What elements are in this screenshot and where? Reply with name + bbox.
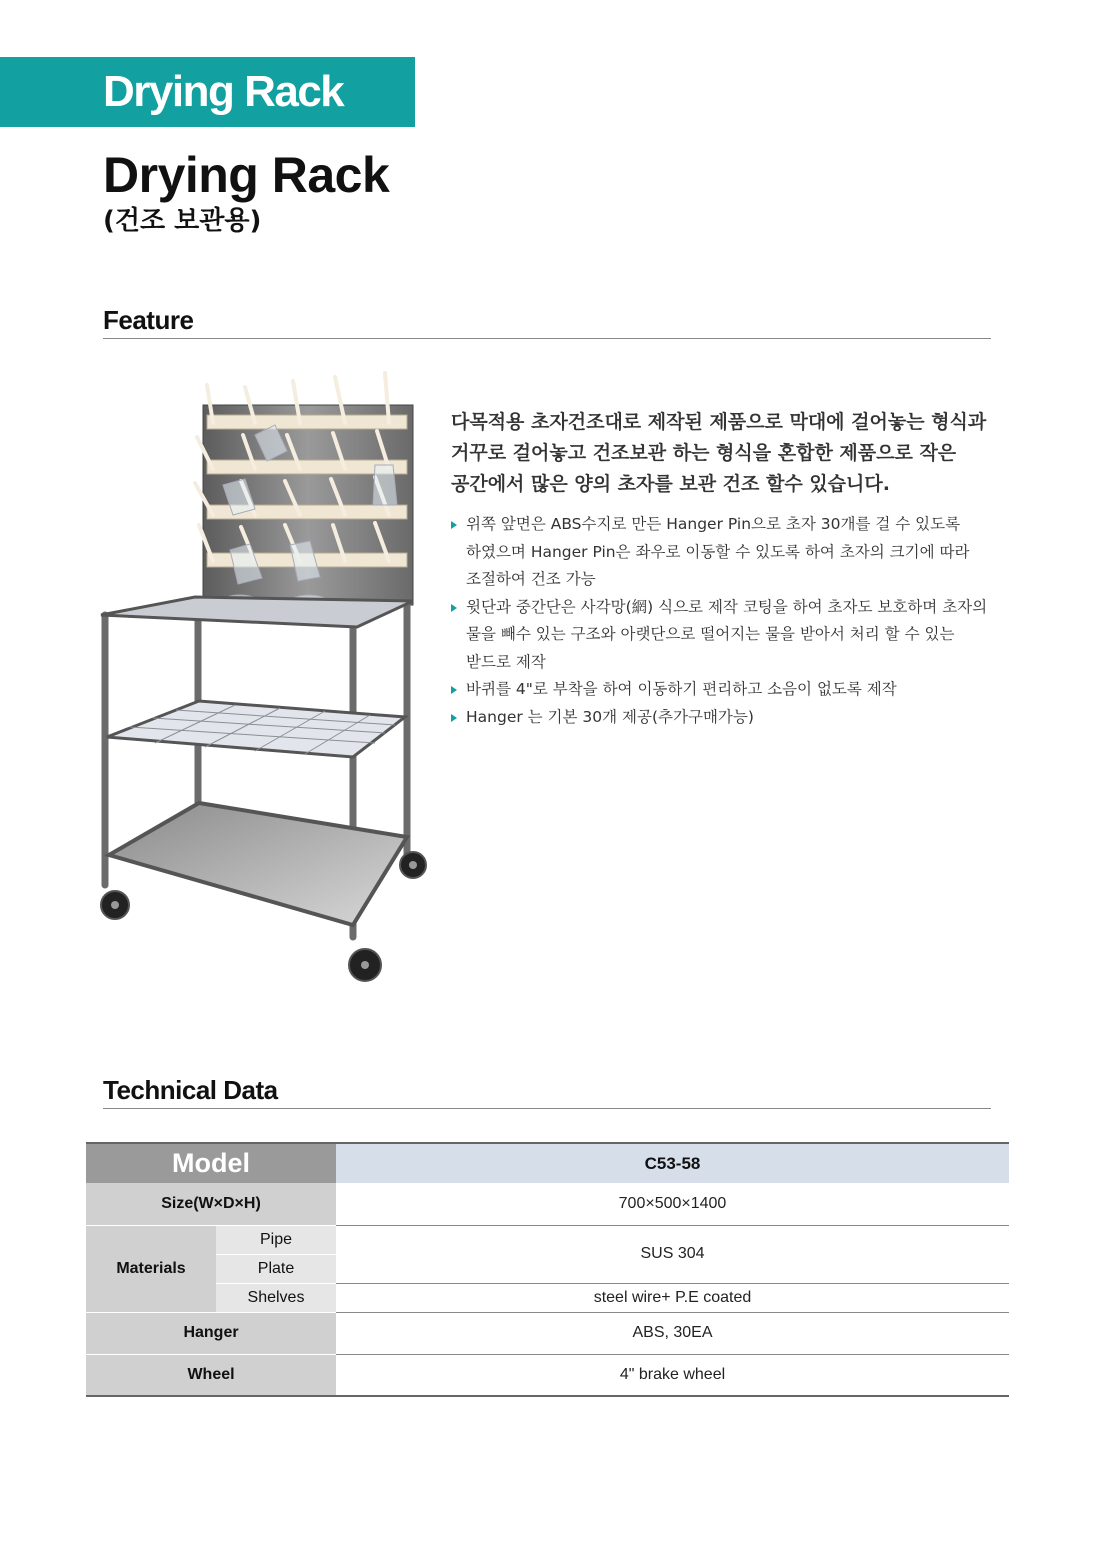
- pipe-label: Pipe: [216, 1225, 336, 1254]
- list-item-line: 위쪽 앞면은 ABS수지로 만든 Hanger Pin으로 초자 30개를 걸 수 있도록: [466, 515, 961, 533]
- list-item-line: 받드로 제작: [466, 652, 546, 671]
- intro-line: 거꾸로 걸어놓고 건조보관 하는 형식을 혼합한 제품으로 작은: [451, 442, 957, 464]
- table-row: [86, 1183, 1009, 1225]
- triangle-bullet-icon: [451, 686, 457, 694]
- size-value: 700×500×1400: [336, 1183, 1009, 1225]
- title-banner: [0, 57, 415, 127]
- model-label: Model: [86, 1143, 336, 1183]
- materials-label: Materials: [86, 1225, 216, 1312]
- page-title: Drying Rack: [103, 147, 390, 203]
- table-row: [86, 1354, 1009, 1396]
- table-row: [86, 1225, 1009, 1254]
- wheel-label: Wheel: [86, 1354, 336, 1396]
- page-subtitle: (건조 보관용): [103, 206, 262, 236]
- list-item: [451, 511, 1041, 594]
- wheel-value: 4" brake wheel: [336, 1354, 1009, 1396]
- shelves-value: steel wire+ P.E coated: [336, 1283, 1009, 1312]
- list-item: [451, 594, 1041, 677]
- intro-line: 공간에서 많은 양의 초자를 보관 건조 할수 있습니다.: [451, 473, 890, 495]
- intro-line: 다목적용 초자건조대로 제작된 제품으로 막대에 걸어놓는 형식과: [451, 411, 987, 433]
- list-item-line: 하였으며 Hanger Pin은 좌우로 이동할 수 있도록 하여 초자의 크기에 따라: [466, 542, 970, 561]
- model-value: C53-58: [336, 1143, 1009, 1183]
- banner-title: Drying Rack: [103, 67, 344, 116]
- feature-heading: Feature: [103, 305, 194, 335]
- list-item-line: Hanger 는 기본 30개 제공(추가구매가능): [466, 707, 754, 726]
- list-item: [451, 704, 1041, 732]
- feature-list: [451, 511, 1041, 731]
- table-row: [86, 1283, 1009, 1312]
- list-item-line: 바퀴를 4"로 부착을 하여 이동하기 편리하고 소음이 없도록 제작: [466, 680, 897, 698]
- plate-label: Plate: [216, 1254, 336, 1283]
- list-item-line: 조절하여 건조 가능: [466, 570, 596, 588]
- product-photo: [95, 365, 440, 995]
- feature-divider: [103, 338, 991, 339]
- triangle-bullet-icon: [451, 521, 457, 529]
- list-item-line: 물을 빼수 있는 구조와 아랫단으로 떨어지는 물을 받아서 처리 할 수 있는: [466, 625, 955, 643]
- table-row: [86, 1312, 1009, 1354]
- table-row: [86, 1143, 1009, 1183]
- size-label: Size(W×D×H): [86, 1183, 336, 1225]
- hanger-label: Hanger: [86, 1312, 336, 1354]
- technical-divider: [103, 1108, 991, 1109]
- feature-intro: [451, 407, 1041, 500]
- technical-heading: Technical Data: [103, 1075, 278, 1105]
- list-item-line: 윗단과 중간단은 사각망(網) 식으로 제작 코팅을 하여 초자도 보호하며 초자의: [466, 597, 988, 616]
- shelves-label: Shelves: [216, 1283, 336, 1312]
- hanger-value: ABS, 30EA: [336, 1312, 1009, 1354]
- list-item: [451, 676, 1041, 704]
- triangle-bullet-icon: [451, 714, 457, 722]
- pipe-plate-value: SUS 304: [336, 1225, 1009, 1283]
- spec-table: [86, 1142, 1009, 1397]
- triangle-bullet-icon: [451, 604, 457, 612]
